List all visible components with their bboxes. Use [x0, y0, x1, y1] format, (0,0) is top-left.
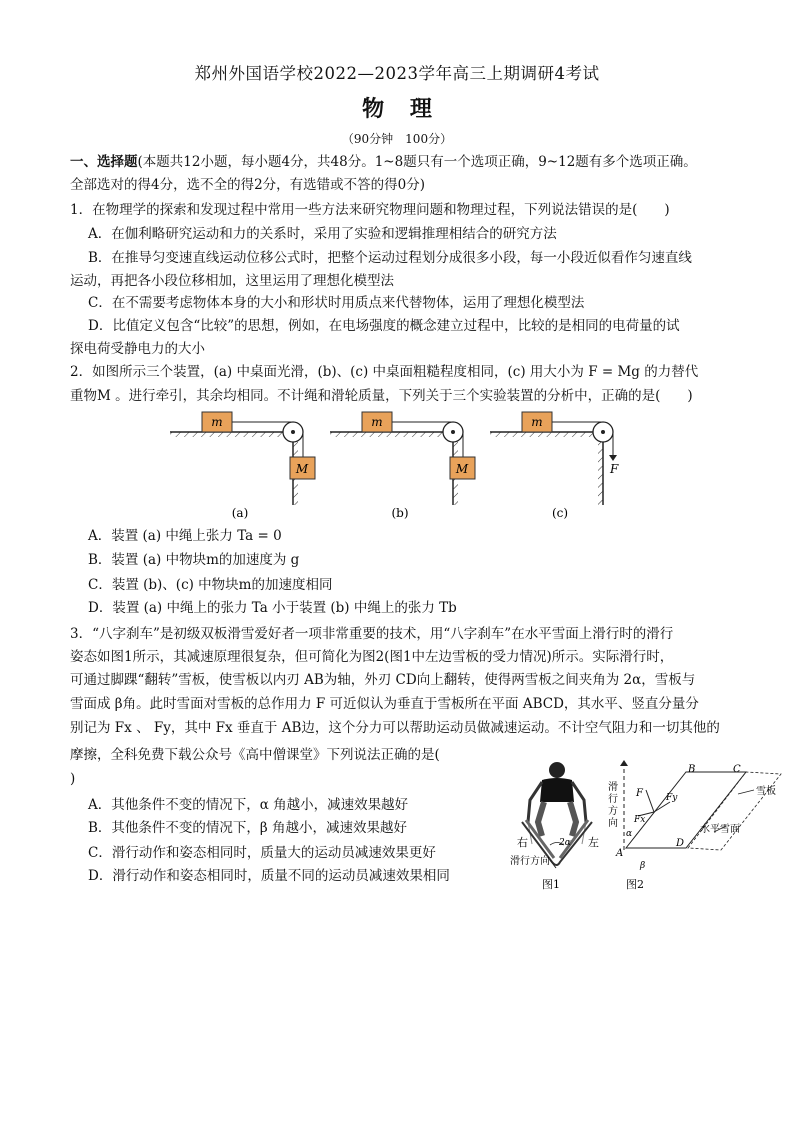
q3-figure-2 — [606, 760, 786, 895]
fig2-direction-2: 行 — [608, 794, 618, 805]
q1-option-a: A．在伽利略研究运动和力的关系时，采用了实验和逻辑推理相结合的研究方法 — [88, 226, 557, 242]
fig2-label-D: D — [676, 838, 685, 849]
q2-option-a: A．装置 (a) 中绳上张力 Ta = 0 — [88, 528, 282, 544]
force-f — [646, 790, 654, 812]
fig1-left-label: 左 — [588, 836, 599, 849]
q3-stem-4: 雪面成 β角。此时雪面对雪板的总作用力 F 可近似认为垂直于雪板所在平面 ABCD，其水平、竖直分量分 — [70, 696, 699, 712]
q3-stem-5: 别记为 Fx 、 Fy，其中 Fx 垂直于 AB边，这个分力可以帮助运动员做减速运动。不计空气阻力和一切其他的 — [70, 720, 720, 736]
setup-a — [170, 412, 315, 520]
figure-label-c: (c) — [551, 506, 569, 520]
q1-option-d-cont: 探电荷受静电力的大小 — [70, 341, 205, 357]
fig2-caption: 图2 — [626, 878, 644, 891]
block-m-a-label: m — [211, 415, 223, 429]
skier-head — [549, 762, 565, 778]
fig2-direction-1: 滑 — [608, 782, 618, 793]
block-M-b-label: M — [455, 462, 469, 476]
fig2-label-B: B — [688, 764, 696, 775]
q3-option-c: C．滑行动作和姿态相同时，质量大的运动员减速效果更好 — [88, 845, 436, 861]
q3-figure-1 — [502, 750, 612, 895]
q2-apparatus-figure — [165, 405, 635, 520]
force-arrow — [609, 455, 617, 461]
q3-option-b: B．其他条件不变的情况下，β 角越小，减速效果越好 — [88, 820, 408, 836]
q1-option-d: D．比值定义包含“比较”的思想，例如，在电场强度的概念建立过程中，比较的是相同的电荷量的试 — [88, 318, 680, 334]
fig2-label-alpha: α — [626, 829, 633, 839]
section-heading: 一、选择题 — [70, 154, 138, 170]
fig2-direction-4: 向 — [608, 818, 618, 829]
exam-timing: （90分钟 100分） — [341, 132, 453, 146]
fig2-label-Fy: Fy — [666, 793, 678, 803]
fig1-direction-label: 滑行方向 — [510, 856, 550, 867]
block-m-c-label: m — [531, 415, 543, 429]
q3-stem-2: 姿态如图1所示，其减速原理很复杂，但可简化为图2(图1中左边雪板的受力情况)所示。实际滑行时， — [70, 649, 674, 665]
fig1-caption: 图1 — [542, 878, 560, 891]
q2-option-b: B．装置 (a) 中物块m的加速度为 g — [88, 552, 300, 568]
q3-option-a: A．其他条件不变的情况下，α 角越小，减速效果越好 — [88, 797, 409, 813]
figure-label-b: (b) — [391, 506, 409, 520]
section-instructions-text: (本题共12小题，每小题4分，共48分。1~8题只有一个选项正确，9~12题有多个选项正确。 — [137, 154, 697, 170]
q2-stem-cont: 重物M 。进行牵引，其余均相同。不计绳和滑轮质量，下列关于三个实验装置的分析中，正确的是( ) — [70, 388, 693, 404]
q3-stem-6: 摩擦，全科免费下载公众号《高中僧课堂》下列说法正确的是( — [70, 747, 440, 763]
q1-option-c: C．在不需要考虑物体本身的大小和形状时用质点来代替物体，运用了理想化模型法 — [88, 295, 585, 311]
q1-stem: 1．在物理学的探索和发现过程中常用一些方法来研究物理问题和物理过程，下列说法错误的是( ) — [70, 202, 670, 218]
setup-b — [330, 412, 475, 520]
q2-option-d: D．装置 (a) 中绳上的张力 Ta 小于装置 (b) 中绳上的张力 Tb — [88, 600, 457, 616]
fig1-angle-label: 2α — [559, 838, 571, 848]
setup-c — [490, 412, 619, 520]
fig2-label-Fx: Fx — [634, 815, 646, 825]
block-M-a-label: M — [295, 462, 309, 476]
fig2-direction-3: 方 — [608, 806, 618, 817]
block-m-b-label: m — [371, 415, 383, 429]
q3-stem-7: ) — [70, 771, 76, 787]
q3-option-d: D．滑行动作和姿态相同时，质量不同的运动员减速效果相同 — [88, 868, 450, 884]
figure-label-a: (a) — [231, 506, 249, 520]
q3-stem-3: 可通过脚踝“翻转”雪板，使雪板以内刃 AB为轴，外刃 CD向上翻转，使得两雪板之间夹角为 2α，雪板与 — [70, 672, 696, 688]
q1-option-b: B．在推导匀变速直线运动位移公式时，把整个运动过程划分成很多小段，每一小段近似看作匀速直线 — [88, 250, 692, 266]
q1-option-b-cont: 运动，再把各小段位移相加，这里运用了理想化模型法 — [70, 273, 394, 289]
q2-stem: 2．如图所示三个装置，(a) 中桌面光滑，(b)、(c) 中桌面粗糙程度相同，(c) 用大小为 F = Mg 的力替代 — [70, 364, 699, 380]
fig2-label-C: C — [733, 764, 741, 775]
section-instructions-line2: 全部选对的得4分，选不全的得2分，有选错或不答的得0分) — [70, 177, 426, 193]
subject-title: 物 理 — [362, 97, 432, 122]
section-instructions — [70, 152, 697, 172]
exam-title: 郑州外国语学校2022—2023学年高三上期调研4考试 — [194, 64, 600, 83]
fig2-label-beta: β — [640, 861, 646, 871]
fig2-snow-label: 水平雪面 — [700, 824, 740, 835]
fig2-label-F: F — [636, 788, 643, 799]
fig1-right-label: 右 — [517, 836, 528, 849]
force-label: F — [610, 462, 619, 476]
skier-illustration — [522, 762, 592, 865]
q2-option-c: C．装置 (b)、(c) 中物块m的加速度相同 — [88, 577, 333, 593]
fig2-label-A: A — [616, 848, 624, 859]
q3-stem: 3．“八字刹车”是初级双板滑雪爱好者一项非常重要的技术，用“八字刹车”在水平雪面上滑行时的滑行 — [70, 626, 674, 642]
ski-board — [626, 772, 746, 848]
fig2-board-label: 雪板 — [756, 786, 776, 797]
